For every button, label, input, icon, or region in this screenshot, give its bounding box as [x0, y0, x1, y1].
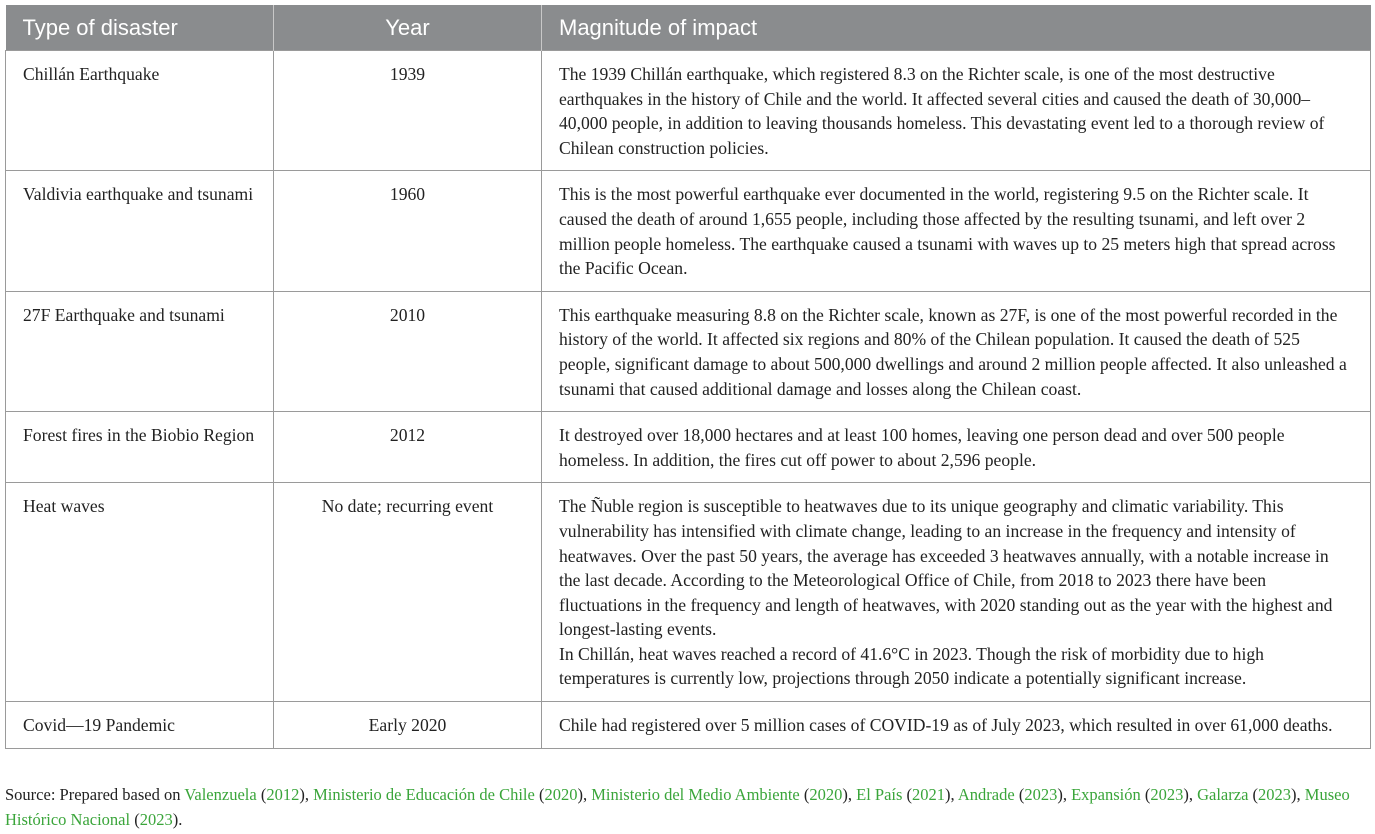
cell-disaster-type: Covid—19 Pandemic: [6, 702, 274, 749]
impact-paragraph: It destroyed over 18,000 hectares and at least 100 homes, leaving one person dead and over 500 people homeless. In addition, the fires cut off power to about 2,596 people.: [559, 425, 1285, 470]
cell-year: Early 2020: [274, 702, 542, 749]
reference-year-link[interactable]: 2012: [266, 785, 300, 804]
impact-paragraph: This earthquake measuring 8.8 on the Richter scale, known as 27F, is one of the most powerful recorded in the history of the world. It affected six regions and 80% of the Chilean population. It caused the death of 525 people, significant damage to about 500,000 dwellings and around 2 million people affected. It also unleashed a tsunami that caused additional damage and losses along the Chilean coast.: [559, 304, 1347, 399]
reference-link[interactable]: Andrade: [957, 785, 1015, 804]
table-header-row: [6, 5, 1371, 51]
cell-impact: [542, 51, 1371, 171]
cell-impact: [542, 412, 1371, 483]
reference-separator: ,: [847, 785, 857, 804]
table-row: [6, 51, 1371, 171]
cell-impact: [542, 702, 1371, 749]
cell-year: 2010: [274, 291, 542, 411]
cell-disaster-type: Forest fires in the Biobio Region: [6, 412, 274, 483]
reference-separator: ,: [1296, 785, 1305, 804]
source-note: Source: Prepared based on Valenzuela (2012), Ministerio de Educación de Chile (2020), Ministerio del Medio Ambiente (2020), El País (2021), Andrade (2023), Expansión (2023), Galarza (2023), Museo Histórico Nacional (2023).: [5, 785, 1350, 829]
reference-link[interactable]: El País: [856, 785, 903, 804]
cell-year: 1960: [274, 171, 542, 291]
table-row: [6, 171, 1371, 291]
reference-link[interactable]: Ministerio del Medio Ambiente: [591, 785, 800, 804]
disaster-table-container: [5, 5, 1370, 749]
cell-disaster-type: Valdivia earthquake and tsunami: [6, 171, 274, 291]
table-row: [6, 702, 1371, 749]
reference-year-link[interactable]: 2023: [1150, 785, 1184, 804]
header-type: Type of disaster: [6, 5, 274, 51]
reference-link[interactable]: Ministerio de Educación de Chile: [313, 785, 535, 804]
cell-disaster-type: 27F Earthquake and tsunami: [6, 291, 274, 411]
reference-link[interactable]: Expansión: [1071, 785, 1141, 804]
disaster-table: [5, 5, 1371, 749]
reference-link[interactable]: Galarza: [1197, 785, 1249, 804]
impact-paragraph: Chile had registered over 5 million cases of COVID-19 as of July 2023, which resulted in over 61,000 deaths.: [559, 715, 1333, 736]
header-impact: Magnitude of impact: [542, 5, 1371, 51]
cell-disaster-type: Chillán Earthquake: [6, 51, 274, 171]
reference-year-link[interactable]: 2023: [1024, 785, 1058, 804]
table-row: [6, 291, 1371, 411]
source-prefix: Source: Prepared based on: [5, 785, 185, 804]
cell-disaster-type: Heat waves: [6, 483, 274, 702]
reference-year-link[interactable]: 2023: [139, 809, 173, 829]
reference-separator: ,: [1062, 785, 1072, 804]
table-row: [6, 412, 1371, 483]
reference-separator: .: [178, 809, 183, 829]
table-row: [6, 483, 1371, 702]
cell-impact: [542, 483, 1371, 702]
impact-paragraph: In Chillán, heat waves reached a record of 41.6°C in 2023. Though the risk of morbidity due to high temperatures is currently low, projections through 2050 indicate a potentially significant increase.: [559, 643, 1264, 689]
reference-separator: ,: [950, 785, 958, 804]
cell-impact: [542, 291, 1371, 411]
reference-link[interactable]: Valenzuela: [184, 785, 257, 804]
header-year: Year: [274, 5, 542, 51]
impact-paragraph: This is the most powerful earthquake ever documented in the world, registering 9.5 on the Richter scale. It caused the death of around 1,655 people, including those affected by the resulting tsunami, and left over 2 million people homeless. The earthquake caused a tsunami with waves up to 25 meters high that spread across the Pacific Ocean.: [559, 184, 1336, 279]
cell-year: No date; recurring event: [274, 483, 542, 702]
reference-year-link[interactable]: 2023: [1258, 785, 1292, 804]
cell-impact: [542, 171, 1371, 291]
cell-year: 1939: [274, 51, 542, 171]
reference-separator: ,: [304, 785, 314, 804]
reference-year-link[interactable]: 2020: [544, 785, 578, 804]
impact-paragraph: The 1939 Chillán earthquake, which registered 8.3 on the Richter scale, is one of the most destructive earthquakes in the history of Chile and the world. It affected several cities and caused the death of 30,000–40,000 people, in addition to leaving thousands homeless. This devastating event led to a thorough review of Chilean construction policies.: [559, 64, 1325, 158]
reference-separator: ,: [1188, 785, 1198, 804]
reference-link[interactable]: Museo Histórico Nacional: [5, 785, 1350, 829]
impact-paragraph: The Ñuble region is susceptible to heatwaves due to its unique geography and climatic variability. This vulnerability has intensified with climate change, leading to an increase in the frequency and intensity of heatwaves. Over the past 50 years, the average has exceeded 3 heatwaves annually, with a notable increase in the last decade. According to the Meteorological Office of Chile, from 2018 to 2023 there have been fluctuations in the frequency and length of heatwaves, with 2020 standing out as the year with the highest and longest-lasting events.: [559, 496, 1333, 640]
reference-year-link[interactable]: 2020: [809, 785, 843, 804]
cell-year: 2012: [274, 412, 542, 483]
reference-year-link[interactable]: 2021: [912, 785, 946, 804]
reference-separator: ,: [582, 785, 592, 804]
